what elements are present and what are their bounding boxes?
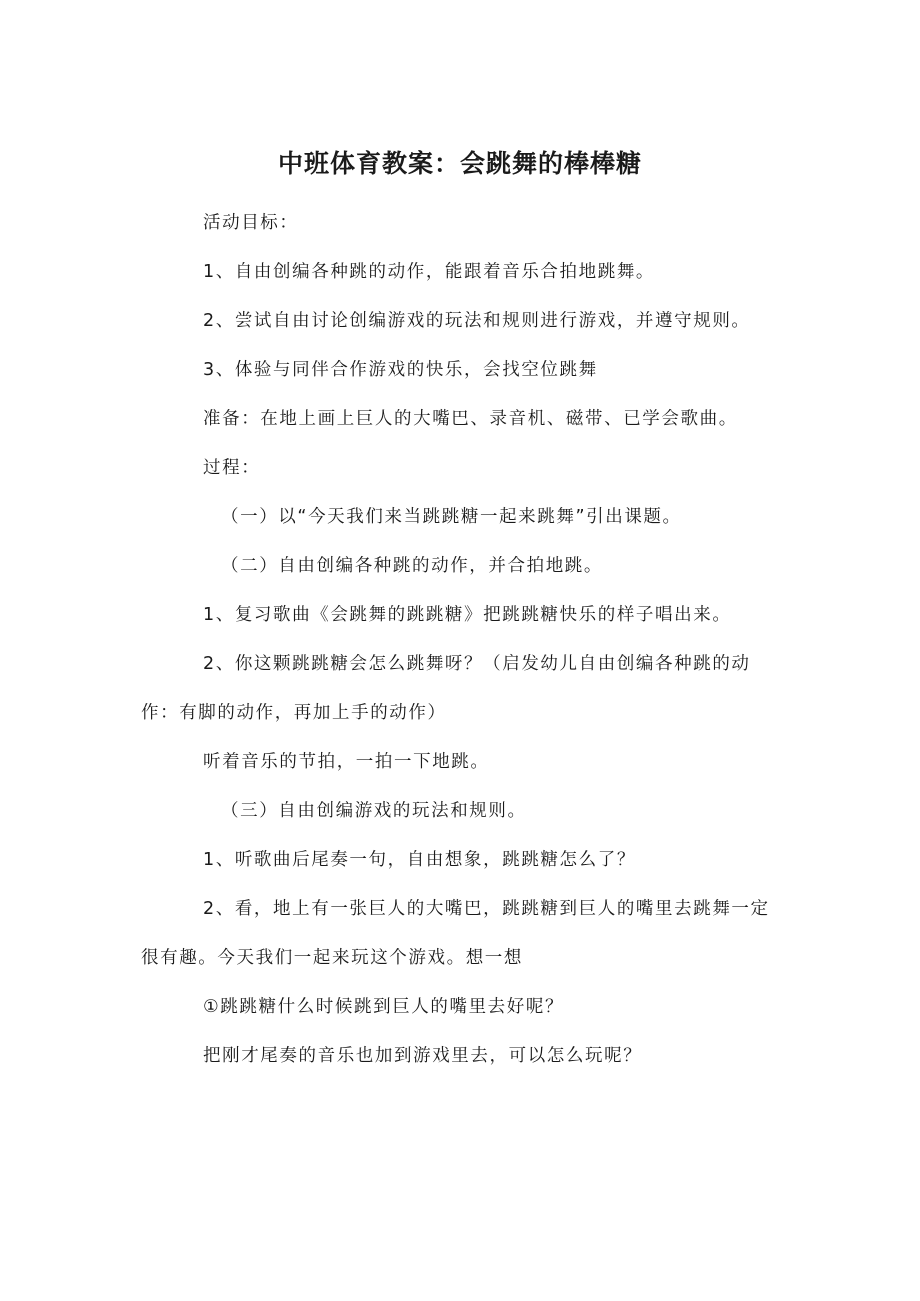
paragraph-goal-1: 1、自由创编各种跳的动作，能跟着音乐合拍地跳舞。	[203, 262, 656, 282]
paragraph-step-3-question-1: ①跳跳糖什么时候跳到巨人的嘴里去好呢？	[203, 997, 565, 1017]
paragraph-step-2-item-1: 1、复习歌曲《会跳舞的跳跳糖》把跳跳糖快乐的样子唱出来。	[203, 605, 732, 625]
paragraph-process-heading: 过程：	[203, 458, 261, 478]
paragraph-step-3-item-2: 2、看，地上有一张巨人的大嘴巴，跳跳糖到巨人的嘴里去跳舞一定很有趣。今天我们一起来玩这个游戏。想一想	[141, 899, 770, 968]
paragraph-goal-2: 2、尝试自由讨论创编游戏的玩法和规则进行游戏，并遵守规则。	[203, 311, 751, 331]
paragraph-step-2: （二）自由创编各种跳的动作，并合拍地跳。	[221, 556, 603, 576]
paragraph-step-3-question-2: 把刚才尾奏的音乐也加到游戏里去，可以怎么玩呢？	[203, 1046, 643, 1066]
paragraph-goals-heading: 活动目标：	[203, 213, 299, 233]
paragraph-step-3-item-1: 1、听歌曲后尾奏一句，自由想象，跳跳糖怎么了？	[203, 850, 636, 870]
paragraph-step-2-note: 听着音乐的节拍，一拍一下地跳。	[203, 752, 490, 772]
document-title: 中班体育教案：会跳舞的棒棒糖	[277, 149, 642, 178]
paragraph-preparation: 准备：在地上画上巨人的大嘴巴、录音机、磁带、已学会歌曲。	[203, 409, 738, 429]
paragraph-goal-3: 3、体验与同伴合作游戏的快乐，会找空位跳舞	[203, 360, 598, 380]
paragraph-step-1: （一）以“今天我们来当跳跳糖一起来跳舞”引出课题。	[221, 507, 682, 527]
paragraph-step-3: （三）自由创编游戏的玩法和规则。	[221, 801, 527, 821]
paragraph-step-2-item-2: 2、你这颗跳跳糖会怎么跳舞呀？（启发幼儿自由创编各种跳的动作：有脚的动作，再加上手的动作）	[141, 654, 751, 723]
document-body	[141, 199, 781, 1081]
